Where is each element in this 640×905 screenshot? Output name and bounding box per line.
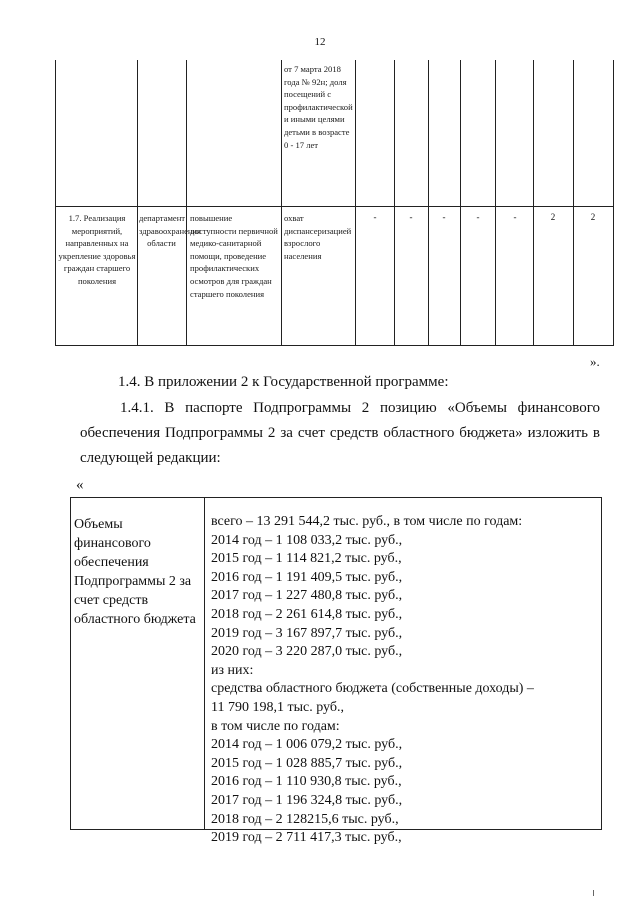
finance-values	[211, 513, 601, 848]
finance-line: 2017 год – 1 227 480,8 тыс. руб.,	[211, 588, 403, 604]
finance-line: 2014 год – 1 108 033,2 тыс. руб.,	[211, 532, 403, 548]
table-border	[613, 60, 614, 346]
finance-line: 2015 год – 1 028 885,7 тыс. руб.,	[211, 755, 403, 771]
table-border	[533, 60, 534, 346]
table-border	[573, 60, 574, 346]
table-border	[55, 345, 614, 346]
finance-line: 2016 год – 1 110 930,8 тыс. руб.,	[211, 774, 402, 790]
table-border	[460, 60, 461, 346]
finance-label: Объемы финансового обеспечения Подпрограммы 2 за счет средств областного бюджета	[74, 517, 196, 627]
value-cell: -	[476, 212, 480, 222]
value-cell: 2	[550, 212, 556, 222]
value-cell: -	[409, 212, 413, 222]
table-border	[355, 60, 356, 346]
indicators-table	[55, 60, 614, 346]
finance-line: 2020 год – 3 220 287,0 тыс. руб.,	[211, 644, 403, 660]
page-number: 12	[314, 36, 326, 48]
finance-line: 2018 год – 2 128215,6 тыс. руб.,	[211, 811, 399, 827]
value-cell: 2	[590, 212, 596, 222]
cell-executor: департамент здравоохранения области	[139, 213, 202, 249]
table-divider	[204, 498, 205, 829]
opening-quote: «	[76, 477, 84, 493]
value-cell: -	[442, 212, 446, 222]
table-border	[281, 60, 282, 346]
scan-mark	[593, 890, 594, 896]
finance-line: из них:	[211, 662, 254, 678]
paragraph-1-4-1: 1.4.1. В паспорте Подпрограммы 2 позицию «Объемы финансового обеспечения Подпрограммы 2 за счет средств областного бюджета» изложить в следующей редакции:	[80, 400, 600, 466]
finance-line: 2016 год – 1 191 409,5 тыс. руб.,	[211, 569, 403, 585]
cell-measure-name: 1.7. Реализация мероприятий, направленных на укрепление здоровья граждан старшего поколения	[58, 213, 136, 286]
paragraph-1-4: 1.4. В приложении 2 к Государственной программе:	[118, 374, 449, 390]
finance-line: 2019 год – 3 167 897,7 тыс. руб.,	[211, 625, 403, 641]
closing-quote: ».	[590, 354, 600, 369]
table-border	[55, 206, 614, 207]
finance-line: 2018 год – 2 261 614,8 тыс. руб.,	[211, 606, 403, 622]
value-cell: -	[513, 212, 517, 222]
table-border	[186, 60, 187, 346]
cell-expected-result: повышение доступности первичной медико-санитарной помощи, проведение профилактических осмотров для граждан старшего поколения	[190, 213, 278, 299]
cell-indicator-continuation: от 7 марта 2018 года № 92н; доля посещений с профилактической и иными целями детьми в возрасте 0 - 17 лет	[284, 64, 353, 150]
finance-line: 2019 год – 2 711 417,3 тыс. руб.,	[211, 830, 402, 846]
finance-line: 2017 год – 1 196 324,8 тыс. руб.,	[211, 792, 403, 808]
finance-line: 2014 год – 1 006 079,2 тыс. руб.,	[211, 737, 403, 753]
cell-indicator: охват диспансеризацией взрослого населения	[284, 213, 352, 261]
table-border	[428, 60, 429, 346]
finance-table	[70, 497, 602, 846]
finance-line: всего – 13 291 544,2 тыс. руб., в том числе по годам:	[211, 514, 523, 529]
table-border	[394, 60, 395, 346]
finance-line: 11 790 198,1 тыс. руб.,	[211, 699, 344, 715]
table-border	[55, 60, 56, 346]
value-cell: -	[373, 212, 377, 222]
table-border	[495, 60, 496, 346]
finance-line: средства областного бюджета (собственные доходы) –	[211, 681, 534, 697]
finance-line: в том числе по годам:	[211, 718, 340, 734]
finance-line: 2015 год – 1 114 821,2 тыс. руб.,	[211, 551, 402, 567]
table-border	[137, 60, 138, 346]
